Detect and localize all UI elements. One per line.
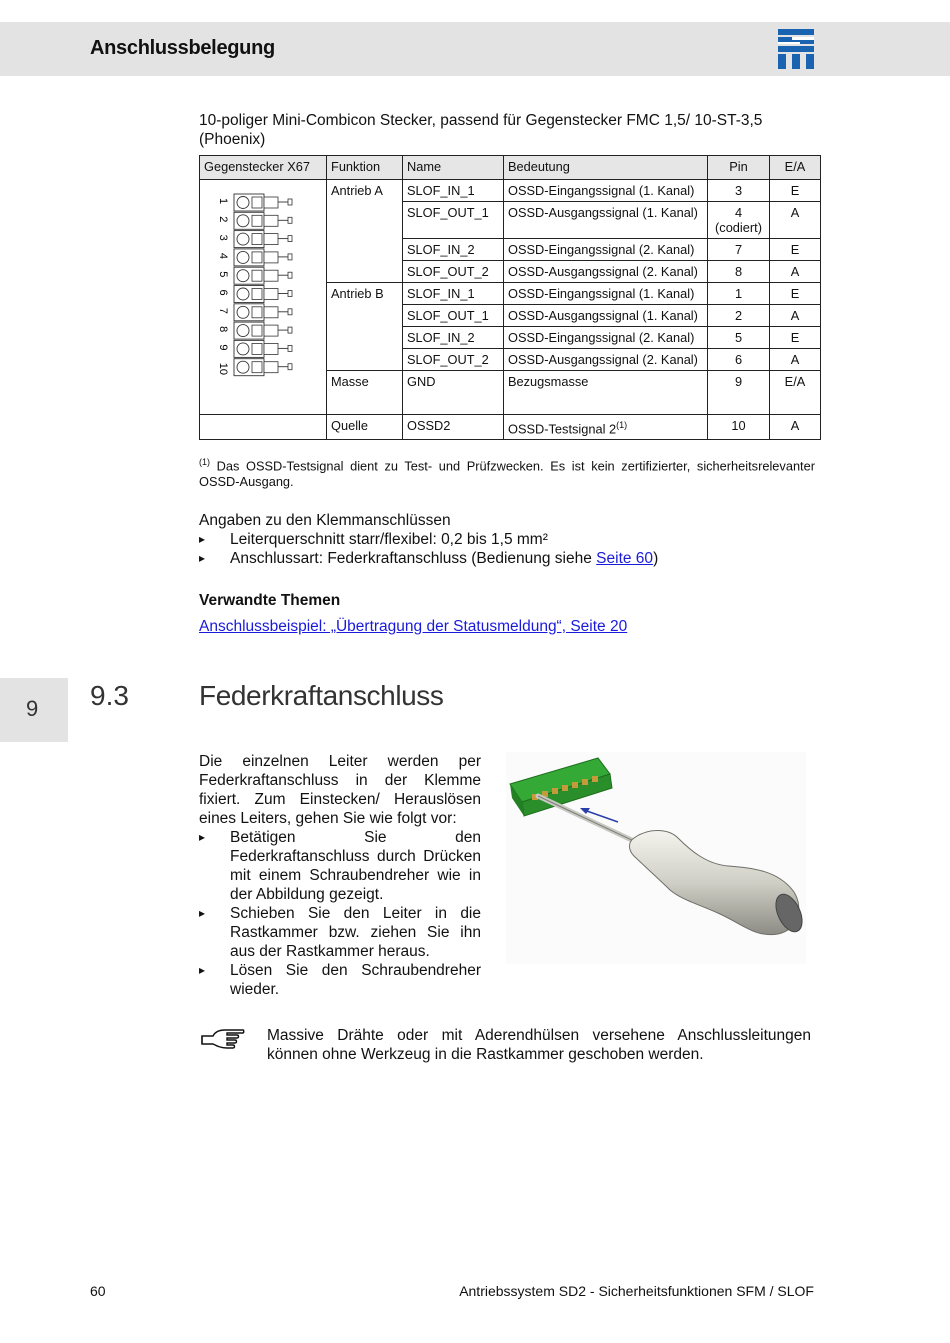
connector-pin-label: 2 xyxy=(218,216,229,223)
pin-cell: 4 (codiert) xyxy=(708,202,770,239)
col-function: Funktion xyxy=(327,156,403,180)
name-cell: SLOF_OUT_2 xyxy=(403,349,504,371)
connector-pin-label: 5 xyxy=(218,271,229,278)
section-title: Federkraftanschluss xyxy=(199,680,444,711)
name-cell: SLOF_IN_2 xyxy=(403,327,504,349)
connector-pin-label: 3 xyxy=(218,234,229,241)
connector-pin-label: 4 xyxy=(218,252,229,260)
connector-drawing xyxy=(218,188,308,380)
io-cell: E xyxy=(770,327,821,349)
col-name: Name xyxy=(403,156,504,180)
related-link[interactable]: Anschlussbeispiel: „Übertragung der Statusmeldung“, Seite 20 xyxy=(199,618,628,635)
terminal-info xyxy=(199,511,819,568)
pin-cell: 5 xyxy=(708,327,770,349)
pin-cell: 3 xyxy=(708,180,770,202)
io-cell: E/A xyxy=(770,371,821,415)
page-link[interactable]: Seite 60 xyxy=(596,550,654,567)
meaning-cell: OSSD-Ausgangssignal (1. Kanal) xyxy=(504,305,708,327)
col-pin: Pin xyxy=(708,156,770,180)
pin-cell: 1 xyxy=(708,283,770,305)
io-cell: A xyxy=(770,415,821,440)
connector-pin-label: 10 xyxy=(218,362,229,375)
list-item: ▸ Leiterquerschnitt starr/flexibel: 0,2 bis 1,5 mm² xyxy=(199,530,819,549)
io-cell: A xyxy=(770,261,821,283)
pin-assignment-table xyxy=(199,155,821,440)
io-cell: A xyxy=(770,305,821,327)
name-cell: SLOF_OUT_2 xyxy=(403,261,504,283)
name-cell: SLOF_OUT_1 xyxy=(403,202,504,239)
pin-cell: 7 xyxy=(708,239,770,261)
name-cell: GND xyxy=(403,371,504,415)
pointing-hand-icon xyxy=(199,1026,245,1056)
meaning-cell: OSSD-Ausgangssignal (2. Kanal) xyxy=(504,349,708,371)
connector-pin xyxy=(234,212,292,229)
terminal-heading: Angaben zu den Klemmanschlüssen xyxy=(199,512,451,529)
col-meaning: Bedeutung xyxy=(504,156,708,180)
meaning-cell: OSSD-Testsignal 2$^{(1)}$ xyxy=(504,415,708,440)
connector-description: 10-poliger Mini-Combicon Stecker, passend für Gegenstecker FMC 1,5/ 10-ST-3,5 (Phoenix) xyxy=(199,112,763,148)
page-number: 60 xyxy=(90,1283,106,1299)
document-title: Antriebssystem SD2 - Sicherheitsfunktionen SFM / SLOF xyxy=(459,1283,814,1299)
meaning-cell: OSSD-Eingangssignal (1. Kanal) xyxy=(504,283,708,305)
meaning-cell: OSSD-Ausgangssignal (1. Kanal) xyxy=(504,202,708,239)
io-cell: E xyxy=(770,283,821,305)
instructions xyxy=(199,752,481,999)
connector-pin xyxy=(234,304,292,321)
function-cell: Quelle xyxy=(327,415,403,440)
col-io: E/A xyxy=(770,156,821,180)
page-title: Anschlussbelegung xyxy=(90,37,275,59)
spring-terminal-illustration xyxy=(506,752,806,964)
connector-pin-label: 9 xyxy=(218,344,229,351)
table-row xyxy=(200,415,821,440)
name-cell: SLOF_IN_1 xyxy=(403,180,504,202)
meaning-cell: OSSD-Eingangssignal (1. Kanal) xyxy=(504,180,708,202)
connector-pin xyxy=(234,340,292,357)
connector-pin xyxy=(234,249,292,266)
pin-cell: 6 xyxy=(708,349,770,371)
meaning-cell: Bezugsmasse xyxy=(504,371,708,415)
related-links xyxy=(199,617,627,636)
connector-pin-label: 6 xyxy=(218,289,229,296)
table-header-row xyxy=(200,156,821,180)
meaning-cell: OSSD-Eingangssignal (2. Kanal) xyxy=(504,327,708,349)
list-item: ▸ Schieben Sie den Leiter in die Rastkammer bzw. ziehen Sie ihn aus der Rastkammer heraus. xyxy=(199,904,481,961)
pin-cell: 8 xyxy=(708,261,770,283)
pin-cell: 9 xyxy=(708,371,770,415)
io-cell: A xyxy=(770,202,821,239)
col-connector: Gegenstecker X67 xyxy=(200,156,327,180)
connector-pin-label: 7 xyxy=(218,307,229,314)
io-cell: A xyxy=(770,349,821,371)
company-logo xyxy=(778,29,814,69)
name-cell: SLOF_IN_2 xyxy=(403,239,504,261)
name-cell: OSSD2 xyxy=(403,415,504,440)
connector-pin xyxy=(234,322,292,339)
function-cell: Antrieb A xyxy=(327,180,403,283)
pin-cell: 2 xyxy=(708,305,770,327)
connector-pin xyxy=(234,231,292,248)
page-header xyxy=(0,22,950,76)
connector-pin xyxy=(234,359,292,376)
connector-pin-label: 8 xyxy=(218,326,229,333)
io-cell: E xyxy=(770,239,821,261)
note-text: Massive Drähte oder mit Aderendhülsen versehene Anschlussleitungen können ohne Werkzeug in die Rastkammer geschoben werden. xyxy=(267,1027,811,1063)
meaning-cell: OSSD-Ausgangssignal (2. Kanal) xyxy=(504,261,708,283)
name-cell: SLOF_IN_1 xyxy=(403,283,504,305)
section-number: 9.3 xyxy=(90,680,129,711)
list-item: ▸ Anschlussart: Federkraftanschluss (Bedienung siehe Seite 60) xyxy=(199,549,819,568)
list-item: ▸ Betätigen Sie den Federkraftanschluss durch Drücken mit einem Schraubendreher wie in der Abbildung gezeigt. xyxy=(199,828,481,904)
name-cell: SLOF_OUT_1 xyxy=(403,305,504,327)
connector-pin xyxy=(234,286,292,303)
table-row xyxy=(200,180,821,202)
connector-pin xyxy=(234,194,292,211)
io-cell: E xyxy=(770,180,821,202)
pin-cell: 10 xyxy=(708,415,770,440)
connector-empty-cell xyxy=(200,415,327,440)
connector-drawing-cell xyxy=(200,180,327,415)
chapter-tab: 9 xyxy=(0,678,68,742)
function-cell: Masse xyxy=(327,371,403,415)
meaning-cell: OSSD-Eingangssignal (2. Kanal) xyxy=(504,239,708,261)
function-cell: Antrieb B xyxy=(327,283,403,371)
related-heading: Verwandte Themen xyxy=(199,592,341,609)
instructions-intro: Die einzelnen Leiter werden per Federkraftanschluss in der Klemme fixiert. Zum Einstecken/ Herauslösen eines Leiters, gehen Sie wie folgt vor: xyxy=(199,753,481,827)
list-item: ▸ Lösen Sie den Schraubendreher wieder. xyxy=(199,961,481,999)
table-footnote: $^{(1)}$ Das OSSD-Testsignal dient zu Test- und Prüfzwecken. Es ist kein zertifizierter, sicherheitsrelevanter OSSD-Ausgang. xyxy=(199,457,815,489)
connector-pin-label: 1 xyxy=(218,198,229,205)
connector-pin xyxy=(234,267,292,284)
